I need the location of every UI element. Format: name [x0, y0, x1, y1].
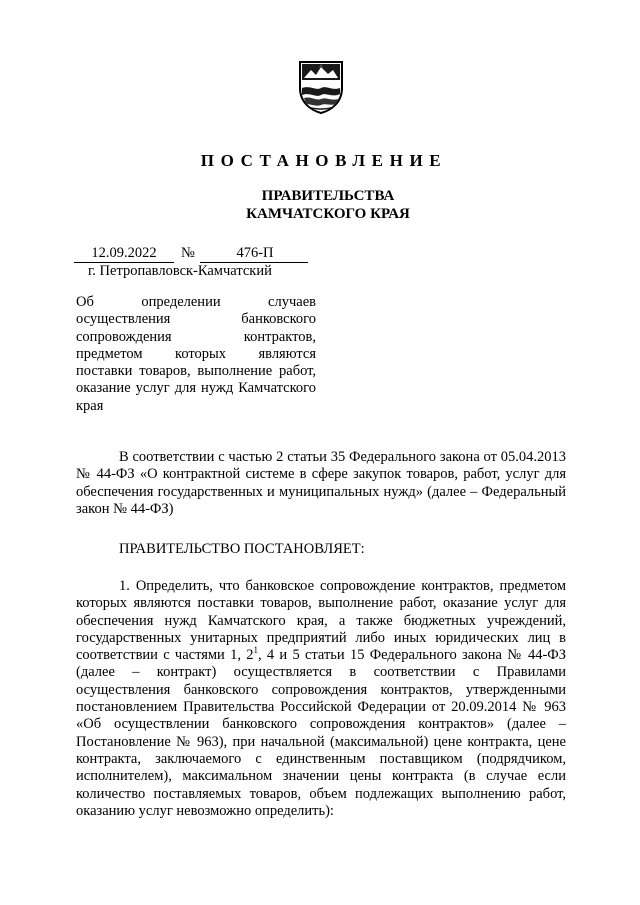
document-type-title: ПОСТАНОВЛЕНИЕ [200, 151, 448, 170]
issuing-city: г. Петропавловск-Камчатский [88, 263, 272, 279]
item-1-text-part1: 1. Определить, что банковское сопровождение контрактов, предметом которых являются поставки товаров, выполнение работ, оказание услуг для обеспечения нужд Камчатского края, а также бюджетных учреждений, государственных унитарных предприятий либо иных юридических лиц в соответствии с частями 1, 2 [76, 578, 566, 664]
document-subject: Об определении случаев осуществления банковского сопровождения контрактов, предметом которых являются поставки товаров, выполнение работ, оказание услуг для нужд Камчатского края [76, 294, 316, 414]
number-sign: № [181, 245, 195, 261]
kamchatka-coat-of-arms-icon [298, 58, 344, 114]
item-1-text-part2: , 4 и 5 статьи 15 Федерального закона № 44-ФЗ (далее – контракт) осуществляется в соответствии с Правилами осуществления банковского сопровождения контрактов, утвержденными постановлением Правительства Российской Федерации от 20.09.2014 № 963 «Об осуществлении банковского сопровождения контрактов» (далее – Постановление № 963), при начальной (максимальной) цене контракта, цене контракта, заключаемого с единственным поставщиком (подрядчиком, исполнителем), максимальном значении цены контракта (в случае если количество поставляемых товаров, объем подлежащих выполнению работ, оказанию услуг невозможно определить): [76, 647, 567, 819]
issuer-line-1: ПРАВИТЕЛЬСТВА [261, 188, 395, 204]
item-1-superscript: 1 [253, 645, 258, 656]
preamble-paragraph: В соответствии с частью 2 статьи 35 Федерального закона от 05.04.2013 № 44-ФЗ «О контрактной системе в сфере закупок товаров, работ, услуг для обеспечения государственных и муниципальных нужд» (далее – Федеральный закон № 44-ФЗ) [76, 449, 566, 517]
resolution-statement: ПРАВИТЕЛЬСТВО ПОСТАНОВЛЯЕТ: [119, 541, 365, 557]
item-1-paragraph [76, 578, 566, 820]
document-date: 12.09.2022 [91, 245, 157, 261]
issuer-line-2: КАМЧАТСКОГО КРАЯ [246, 206, 410, 222]
document-number: 476-П [236, 245, 274, 261]
